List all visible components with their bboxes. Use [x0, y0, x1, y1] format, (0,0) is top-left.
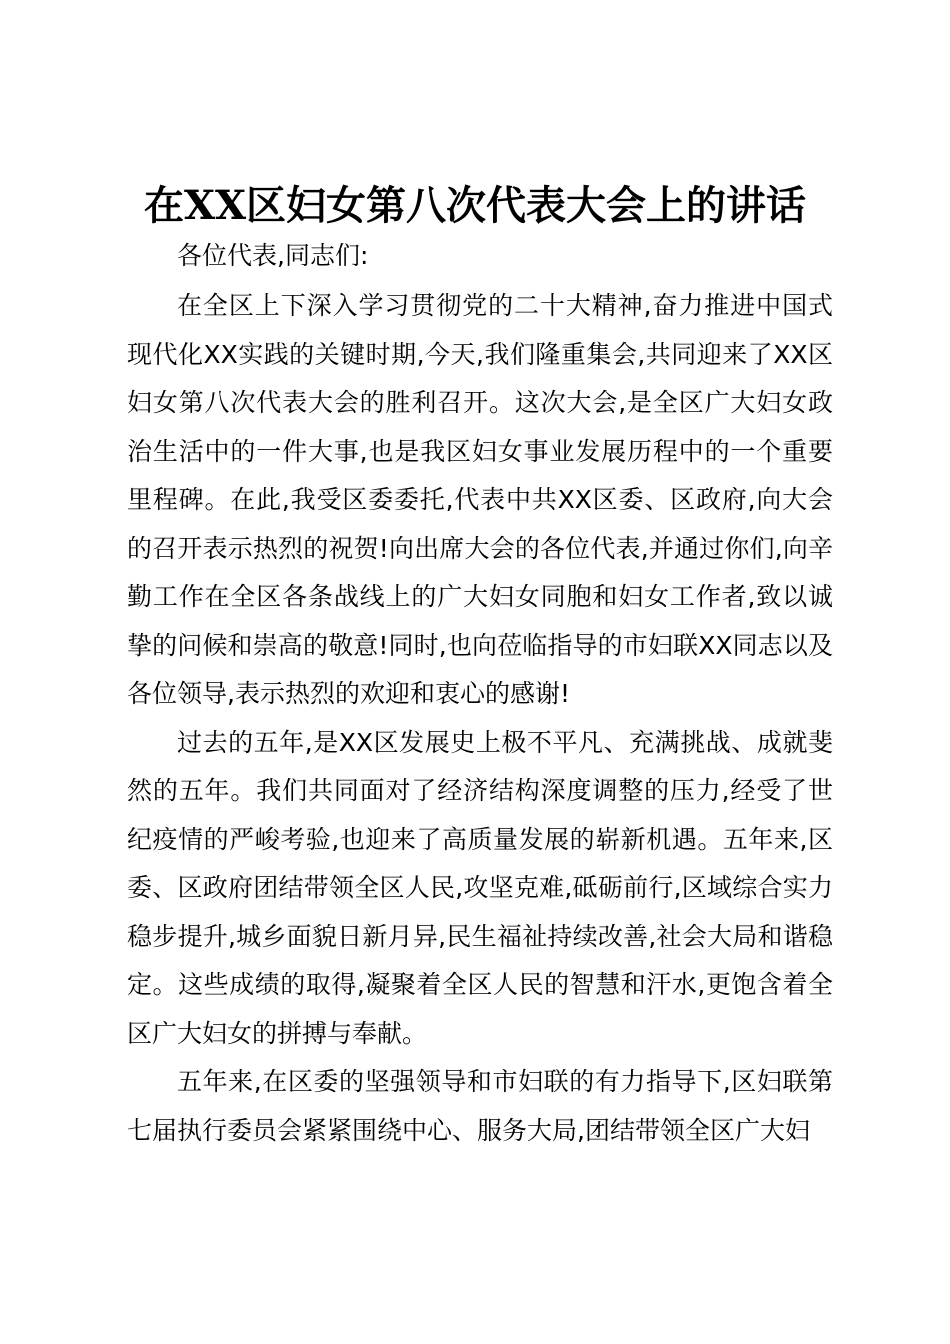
paragraph-3: 五年来,在区委的坚强领导和市妇联的有力指导下,区妇联第七届执行委员会紧紧围绕中心、服务大局,团结带领全区广大妇 [127, 1067, 833, 1145]
paragraph-1: 在全区上下深入学习贯彻党的二十大精神,奋力推进中国式现代化XX实践的关键时期,今天,我们隆重集会,共同迎来了XX区妇女第八次代表大会的胜利召开。这次大会,是全区广大妇女政治生活中的一件大事,也是我区妇女事业发展历程中的一个重要里程碑。在此,我受区委委托,代表中共XX区委、区政府,向大会的召开表示热烈的祝贺!向出席大会的各位代表,并通过你们,向辛勤工作在全区各条战线上的广大妇女同胞和妇女工作者,致以诚挚的问候和崇高的敬意!同时,也向莅临指导的市妇联XX同志以及各位领导,表示热烈的欢迎和衷心的感谢! [127, 291, 833, 708]
paragraph-2: 过去的五年,是XX区发展史上极不平凡、充满挑战、成就斐然的五年。我们共同面对了经济结构深度调整的压力,经受了世纪疫情的严峻考验,也迎来了高质量发展的崭新机遇。五年来,区委、区政府团结带领全区人民,攻坚克难,砥砺前行,区域综合实力稳步提升,城乡面貌日新月异,民生福祉持续改善,社会大局和谐稳定。这些成绩的取得,凝聚着全区人民的智慧和汗水,更饱含着全区广大妇女的拼搏与奉献。 [127, 727, 833, 1048]
speech-body [127, 282, 833, 1155]
salutation: 各位代表,同志们: [177, 241, 369, 270]
document-title: 在XX区妇女第八次代表大会上的讲话 [143, 182, 807, 229]
